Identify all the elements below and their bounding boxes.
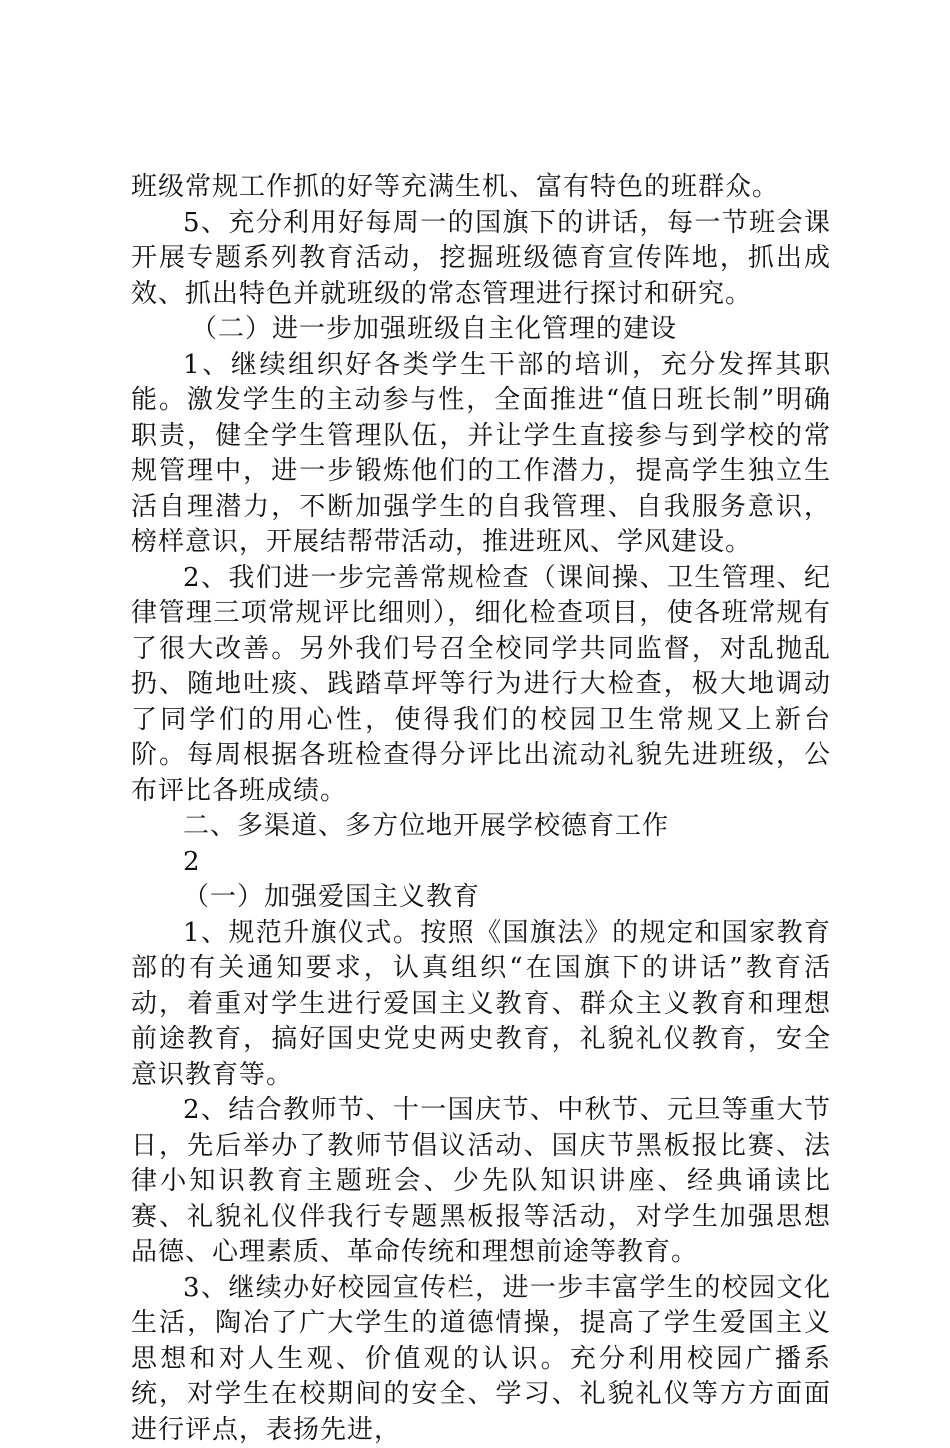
paragraph-item-3: 3、继续办好校园宣传栏，进一步丰富学生的校园文化生活，陶冶了广大学生的道德情操，提高了学生爱国主义思想和对人生观、价值观的认识。充分利用校园广播系统，对学生在校期间的安全、学习、礼貌礼仪等方方面面进行评点，表扬先进， <box>131 1271 831 1448</box>
section-heading-1: （一）加强爱国主义教育 <box>131 880 831 916</box>
paragraph-continuation: 班级常规工作抓的好等充满生机、富有特色的班群众。 <box>131 170 831 206</box>
page-number: 2 <box>131 845 831 881</box>
paragraph-item-2b: 2、结合教师节、十一国庆节、中秋节、元旦等重大节日，先后举办了教师节倡议活动、国庆节黑板报比赛、法律小知识教育主题班会、少先队知识讲座、经典诵读比赛、礼貌礼仪伴我行专题黑板报等活动，对学生加强思想品德、心理素质、革命传统和理想前途等教育。 <box>131 1093 831 1271</box>
paragraph-item-2: 2、我们进一步完善常规检查（课间操、卫生管理、纪律管理三项常规评比细则），细化检查项目，使各班常规有了很大改善。另外我们号召全校同学共同监督，对乱抛乱扔、随地吐痰、践踏草坪等行为进行大检查，极大地调动了同学们的用心性，使得我们的校园卫生常规又上新台阶。每周根据各班检查得分评比出流动礼貌先进班级，公布评比各班成绩。 <box>131 561 831 810</box>
section-heading-2: （二）进一步加强班级自主化管理的建设 <box>131 312 831 348</box>
document-body <box>131 170 831 1448</box>
paragraph-item-1b: 1、规范升旗仪式。按照《国旗法》的规定和国家教育部的有关通知要求，认真组织“在国旗下的讲话”教育活动，着重对学生进行爱国主义教育、群众主义教育和理想前途教育，搞好国史党史两史教育，礼貌礼仪教育，安全意识教育等。 <box>131 916 831 1094</box>
paragraph-item-1: 1、继续组织好各类学生干部的培训，充分发挥其职能。激发学生的主动参与性，全面推进“值日班长制”明确职责，健全学生管理队伍，并让学生直接参与到学校的常规管理中，进一步锻炼他们的工作潜力，提高学生独立生活自理潜力，不断加强学生的自我管理、自我服务意识，榜样意识，开展结帮带活动，推进班风、学风建设。 <box>131 348 831 561</box>
chapter-heading-2: 二、多渠道、多方位地开展学校德育工作 <box>131 809 831 845</box>
paragraph-item-5: 5、充分利用好每周一的国旗下的讲话，每一节班会课开展专题系列教育活动，挖掘班级德育宣传阵地，抓出成效、抓出特色并就班级的常态管理进行探讨和研究。 <box>131 206 831 313</box>
